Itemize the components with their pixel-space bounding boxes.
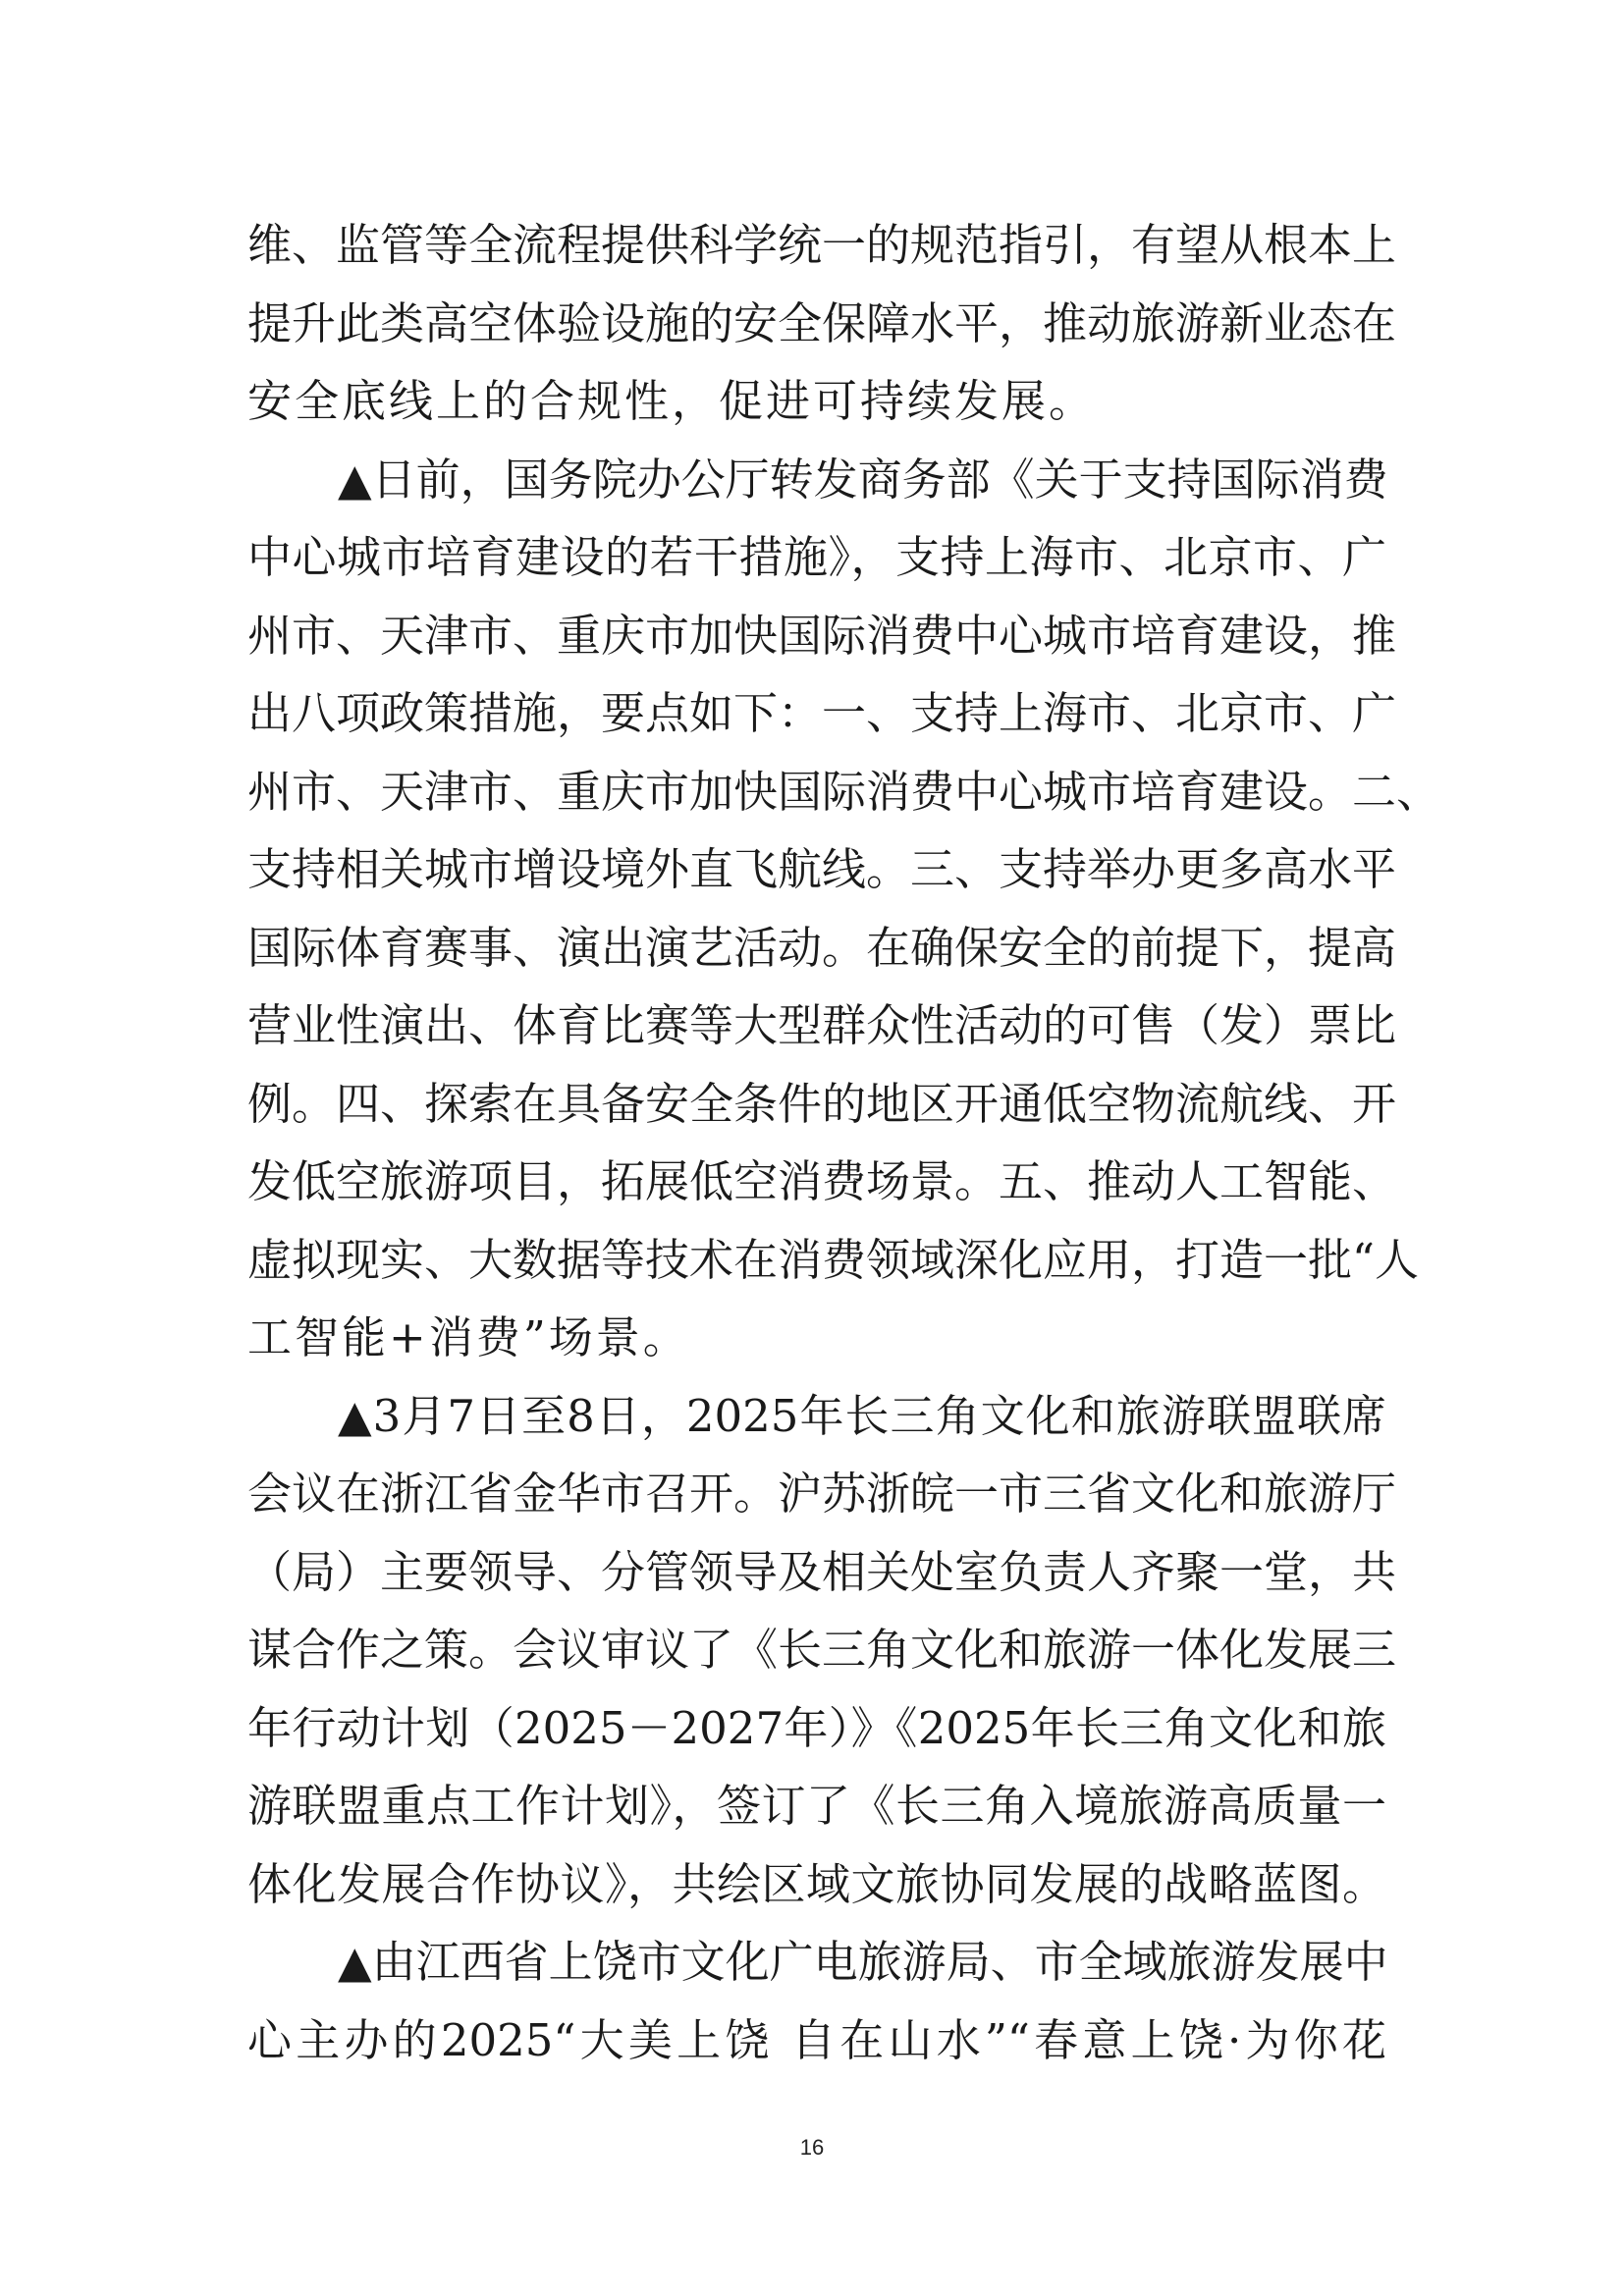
text-line: 年行动计划（2025－2027年）》《2025年长三角文化和旅	[247, 1701, 1386, 1754]
text-line: ▲3月7日至8日，2025年长三角文化和旅游联盟联席	[338, 1389, 1386, 1442]
text-line: 出八项政策措施，要点如下：一、支持上海市、北京市、广	[247, 687, 1397, 739]
body-text	[247, 206, 1441, 2079]
text-line: 发低空旅游项目，拓展低空消费场景。五、推动人工智能、	[247, 1155, 1397, 1207]
text-line: 工智能+消费”场景。	[247, 1311, 690, 1363]
text-line: 虚拟现实、大数据等技术在消费领域深化应用，打造一批“人	[247, 1233, 1420, 1286]
text-line: 维、监管等全流程提供科学统一的规范指引，有望从根本上	[247, 219, 1397, 271]
text-line: 州市、天津市、重庆市加快国际消费中心城市培育建设，推	[247, 609, 1397, 662]
text-line: 心主办的2025“大美上饶 自在山水”“春意上饶·为你花	[247, 2013, 1386, 2066]
text-line: 提升此类高空体验设施的安全保障水平，推动旅游新业态在	[247, 296, 1397, 349]
text-line: 州市、天津市、重庆市加快国际消费中心城市培育建设。二、	[247, 765, 1441, 818]
text-line: 谋合作之策。会议审议了《长三角文化和旅游一体化发展三	[247, 1624, 1397, 1676]
text-line: 体化发展合作协议》，共绘区域文旅协同发展的战略蓝图。	[247, 1857, 1386, 1910]
text-line: 安全底线上的合规性，促进可持续发展。	[247, 375, 1097, 427]
text-line: ▲日前，国务院办公厅转发商务部《关于支持国际消费	[338, 453, 1388, 506]
text-line: 支持相关城市增设境外直飞航线。三、支持举办更多高水平	[247, 843, 1397, 895]
text-line: 营业性演出、体育比赛等大型群众性活动的可售（发）票比	[247, 999, 1397, 1051]
text-line: （局）主要领导、分管领导及相关处室负责人齐聚一堂，共	[247, 1545, 1397, 1598]
page-number: 16	[799, 2135, 825, 2160]
text-line: 国际体育赛事、演出演艺活动。在确保安全的前提下，提高	[247, 921, 1397, 974]
text-line: 中心城市培育建设的若干措施》，支持上海市、北京市、广	[247, 531, 1386, 583]
text-line: 会议在浙江省金华市召开。沪苏浙皖一市三省文化和旅游厅	[247, 1468, 1397, 1520]
text-line: ▲由江西省上饶市文化广电旅游局、市全域旅游发展中	[338, 1936, 1388, 1988]
text-line: 例。四、探索在具备安全条件的地区开通低空物流航线、开	[247, 1077, 1397, 1130]
text-line: 游联盟重点工作计划》，签订了《长三角入境旅游高质量一	[247, 1780, 1386, 1832]
